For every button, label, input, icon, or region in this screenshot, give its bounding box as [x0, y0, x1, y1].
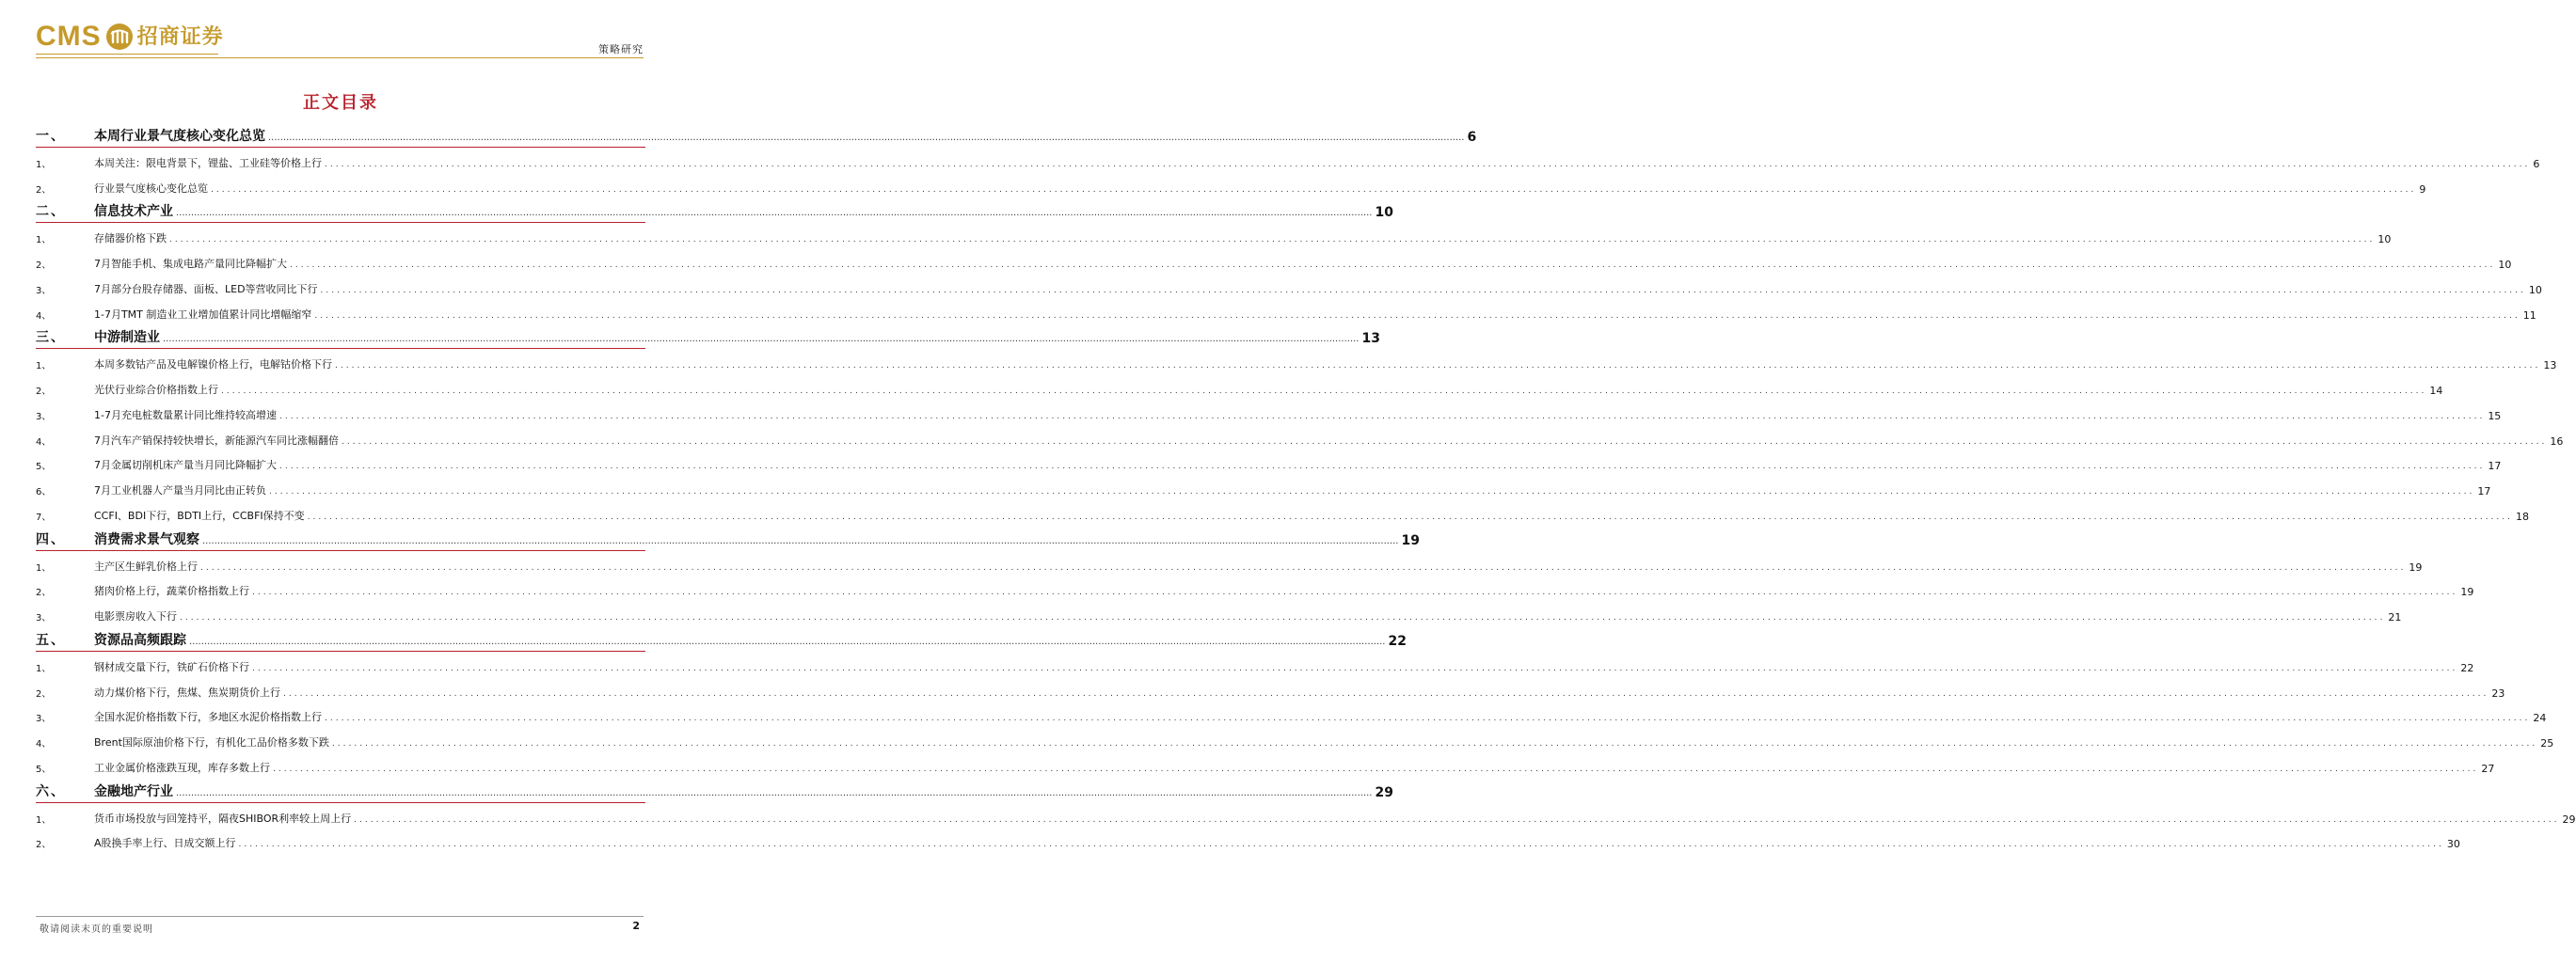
logo-cms-text: CMS	[36, 21, 102, 52]
toc-section-entry[interactable]	[36, 229, 2392, 246]
toc-leader-dots: ................................................................................................................................................................................................................................................................................................................................................................................................................	[176, 208, 1373, 219]
toc-leader-dots: ................................................................................................................................................................................................................................................................................................................................................................................................................	[163, 334, 1360, 345]
toc-entry-number: 1、	[36, 159, 52, 170]
toc-entry-page: 14	[2429, 385, 2443, 397]
page-number: 2	[632, 920, 640, 932]
chapter-underline	[36, 222, 645, 223]
toc-section-entry[interactable]	[36, 557, 2423, 574]
toc-leader-dots: ................................................................................................................................................................................................................................................................................................................................................................................................................	[180, 613, 2386, 624]
toc-entry-number: 2、	[36, 688, 52, 700]
toc-entry-page: 10	[2498, 259, 2512, 271]
toc-entry-page: 10	[1375, 205, 1393, 221]
toc-entry-title: 金融地产行业	[94, 783, 173, 799]
toc-section-entry[interactable]	[36, 380, 2443, 397]
chapter-underline	[36, 147, 645, 148]
toc-entry-title: 1-7月充电桩数量累计同比维持较高增速	[94, 408, 277, 421]
toc-leader-dots: ................................................................................................................................................................................................................................................................................................................................................................................................................	[283, 688, 2489, 699]
toc-entry-title: 光伏行业综合价格指数上行	[94, 384, 218, 396]
toc-entry-page: 17	[2488, 460, 2502, 473]
toc-entry-page: 18	[2516, 511, 2529, 523]
toc-entry-page: 22	[1388, 634, 1407, 649]
toc-entry-title: 主产区生鲜乳价格上行	[94, 560, 198, 573]
toc-entry-title: 1-7月TMT 制造业工业增加值累计同比增幅缩窄	[94, 308, 312, 321]
toc-section-entry[interactable]	[36, 733, 2554, 750]
toc-entry-title: 7月金属切削机床产量当月同比降幅扩大	[94, 459, 277, 472]
logo-emblem-icon	[105, 23, 134, 51]
toc-section-entry[interactable]	[36, 279, 2542, 296]
toc-entry-number: 1、	[36, 663, 52, 674]
page-header	[0, 0, 681, 60]
header-divider	[36, 57, 644, 58]
toc-section-entry[interactable]	[36, 431, 2564, 448]
toc-section-entry[interactable]	[36, 581, 2474, 599]
toc-leader-dots: ................................................................................................................................................................................................................................................................................................................................................................................................................	[221, 387, 2427, 396]
toc-leader-dots: ................................................................................................................................................................................................................................................................................................................................................................................................................	[331, 739, 2538, 750]
toc-entry-title: A股换手率上行、日成交额上行	[94, 837, 236, 850]
toc-entry-page: 29	[2562, 813, 2576, 826]
toc-chapter-entry[interactable]	[36, 203, 1393, 221]
toc-entry-page: 10	[2377, 233, 2392, 246]
toc-entry-title: 中游制造业	[94, 330, 160, 346]
toc-leader-dots: ................................................................................................................................................................................................................................................................................................................................................................................................................	[211, 184, 2417, 195]
toc-leader-dots: ................................................................................................................................................................................................................................................................................................................................................................................................................	[279, 462, 2486, 472]
footer-divider	[36, 916, 644, 917]
toc-leader-dots: ................................................................................................................................................................................................................................................................................................................................................................................................................	[252, 663, 2458, 673]
toc-entry-page: 21	[2388, 611, 2402, 624]
toc-entry-page: 25	[2540, 737, 2554, 750]
toc-entry-page: 23	[2491, 687, 2505, 700]
toc-entry-number: 1、	[36, 814, 52, 826]
toc-entry-title: 存储器价格下跌	[94, 232, 167, 245]
toc-section-entry[interactable]	[36, 355, 2557, 372]
toc-entry-title: 电影票房收入下行	[94, 610, 177, 624]
toc-entry-page: 22	[2460, 661, 2474, 674]
toc-leader-dots: ................................................................................................................................................................................................................................................................................................................................................................................................................	[342, 436, 2548, 447]
toc-chapter-entry[interactable]	[36, 329, 1380, 347]
toc-leader-dots: ................................................................................................................................................................................................................................................................................................................................................................................................................	[176, 787, 1373, 798]
toc-leader-dots: ................................................................................................................................................................................................................................................................................................................................................................................................................	[325, 159, 2531, 169]
toc-entry-number: 4、	[36, 436, 52, 448]
toc-section-entry[interactable]	[36, 657, 2474, 674]
toc-entry-title: 信息技术产业	[94, 204, 173, 220]
toc-entry-page: 24	[2533, 712, 2547, 725]
toc-section-entry[interactable]	[36, 683, 2505, 700]
toc-entry-page: 19	[1401, 532, 1420, 548]
toc-entry-title: CCFI、BDI下行，BDTI上行，CCBFI保持不变	[94, 510, 305, 522]
toc-entry-number: 4、	[36, 310, 52, 322]
toc-chapter-entry[interactable]	[36, 783, 1393, 800]
toc-entry-title: Brent国际原油价格下行，有机化工品价格多数下跌	[94, 736, 329, 750]
toc-entry-number: 三、	[36, 330, 66, 346]
toc-leader-dots: ................................................................................................................................................................................................................................................................................................................................................................................................................	[278, 411, 2486, 421]
toc-entry-number: 1、	[36, 361, 52, 372]
toc-entry-number: 五、	[36, 633, 66, 648]
toc-entry-title: 7月工业机器人产量当月同比由正转负	[94, 484, 266, 497]
toc-entry-number: 2、	[36, 387, 52, 397]
toc-entry-number: 4、	[36, 739, 52, 750]
toc-entry-page: 9	[2419, 182, 2426, 196]
toc-entry-page: 13	[1361, 331, 1380, 347]
toc-entry-number: 一、	[36, 129, 66, 144]
toc-entry-title: 7月部分台股存储器、面板、LED等营收同比下行	[94, 282, 318, 295]
toc-entry-number: 3、	[36, 285, 52, 296]
toc-entry-title: 钢材成交量下行，铁矿石价格下行	[94, 660, 249, 673]
toc-entry-title: 行业景气度核心变化总览	[94, 182, 208, 195]
toc-leader-dots: ................................................................................................................................................................................................................................................................................................................................................................................................................	[189, 637, 1386, 647]
toc-leader-dots: ................................................................................................................................................................................................................................................................................................................................................................................................................	[354, 814, 2560, 825]
toc-entry-page: 29	[1375, 784, 1393, 800]
toc-entry-number: 5、	[36, 462, 52, 473]
toc-entry-title: 7月智能手机、集成电路产量同比降幅扩大	[94, 258, 287, 270]
toc-entry-page: 27	[2481, 763, 2495, 775]
chapter-underline	[36, 348, 645, 349]
toc-leader-dots: ................................................................................................................................................................................................................................................................................................................................................................................................................	[273, 765, 2479, 774]
toc-entry-number: 3、	[36, 714, 52, 725]
toc-entry-number: 1、	[36, 562, 52, 574]
toc-leader-dots: ................................................................................................................................................................................................................................................................................................................................................................................................................	[307, 513, 2513, 522]
toc-entry-number: 2、	[36, 260, 52, 271]
toc-entry-page: 10	[2528, 283, 2542, 296]
toc-entry-page: 13	[2543, 359, 2557, 372]
toc-entry-number: 3、	[36, 411, 52, 422]
toc-section-entry[interactable]	[36, 305, 2536, 322]
toc-entry-number: 1、	[36, 235, 52, 246]
toc-leader-dots: ................................................................................................................................................................................................................................................................................................................................................................................................................	[335, 361, 2541, 371]
toc-entry-page: 6	[2533, 157, 2540, 170]
toc-entry-title: 动力煤价格下行，焦煤、焦炭期货价上行	[94, 686, 280, 699]
toc-leader-dots: ................................................................................................................................................................................................................................................................................................................................................................................................................	[320, 285, 2526, 295]
toc-entry-title: 本周关注：限电背景下，锂盐、工业硅等价格上行	[94, 156, 322, 169]
chapter-underline	[36, 651, 645, 652]
toc-section-entry[interactable]	[36, 758, 2495, 775]
toc-entry-title: 资源品高频跟踪	[94, 633, 186, 648]
toc-entry-page: 6	[1467, 130, 1477, 145]
toc-entry-number: 2、	[36, 588, 52, 599]
toc-section-entry[interactable]	[36, 607, 2402, 624]
toc-entry-number: 2、	[36, 840, 52, 851]
toc-section-entry[interactable]	[36, 405, 2502, 422]
toc-title: 正文目录	[303, 93, 378, 113]
toc-leader-dots: ................................................................................................................................................................................................................................................................................................................................................................................................................	[325, 714, 2531, 724]
toc-leader-dots: ................................................................................................................................................................................................................................................................................................................................................................................................................	[314, 310, 2520, 321]
toc-entry-page: 15	[2488, 409, 2502, 422]
toc-entry-number: 四、	[36, 531, 66, 547]
toc-section-entry[interactable]	[36, 179, 2426, 196]
toc-leader-dots: ................................................................................................................................................................................................................................................................................................................................................................................................................	[269, 487, 2475, 497]
toc-leader-dots: ................................................................................................................................................................................................................................................................................................................................................................................................................	[238, 840, 2444, 850]
toc-entry-title: 本周多数钴产品及电解镍价格上行，电解钴价格下行	[94, 358, 332, 371]
toc-entry-page: 11	[2522, 308, 2536, 322]
toc-chapter-entry[interactable]	[36, 531, 1420, 548]
footer-disclaimer: 敬请阅读末页的重要说明	[40, 924, 153, 935]
chapter-underline	[36, 550, 645, 551]
toc-section-entry[interactable]	[36, 455, 2502, 473]
section-label: 策略研究	[598, 43, 644, 55]
toc-section-entry[interactable]	[36, 809, 2576, 826]
toc-entry-page: 30	[2446, 838, 2460, 851]
toc-entry-page: 19	[2460, 586, 2474, 599]
toc-entry-number: 二、	[36, 204, 66, 220]
toc-entry-title: 猪肉价格上行，蔬菜价格指数上行	[94, 585, 249, 598]
logo-company-name: 招商证券	[136, 24, 224, 49]
toc-leader-dots: ................................................................................................................................................................................................................................................................................................................................................................................................................	[202, 535, 1399, 546]
toc-section-entry[interactable]	[36, 481, 2491, 498]
toc-entry-number: 7、	[36, 513, 52, 523]
toc-entry-number: 2、	[36, 184, 52, 196]
toc-entry-title: 本周行业景气度核心变化总览	[94, 129, 265, 144]
toc-section-entry[interactable]	[36, 833, 2460, 851]
toc-leader-dots: ................................................................................................................................................................................................................................................................................................................................................................................................................	[268, 133, 1465, 143]
chapter-underline	[36, 802, 645, 803]
toc-leader-dots: ................................................................................................................................................................................................................................................................................................................................................................................................................	[252, 588, 2458, 598]
toc-section-entry[interactable]	[36, 153, 2540, 170]
toc-leader-dots: ................................................................................................................................................................................................................................................................................................................................................................................................................	[290, 260, 2496, 270]
toc-entry-title: 全国水泥价格指数下行，多地区水泥价格指数上行	[94, 711, 322, 724]
toc-section-entry[interactable]	[36, 254, 2512, 271]
toc-leader-dots: ................................................................................................................................................................................................................................................................................................................................................................................................................	[169, 235, 2376, 245]
toc-entry-number: 3、	[36, 613, 52, 624]
toc-chapter-entry[interactable]	[36, 632, 1407, 649]
company-logo	[36, 23, 224, 51]
toc-entry-number: 5、	[36, 765, 52, 775]
toc-entry-number: 六、	[36, 783, 66, 799]
toc-leader-dots: ................................................................................................................................................................................................................................................................................................................................................................................................................	[200, 562, 2407, 573]
toc-chapter-entry[interactable]	[36, 128, 1477, 145]
toc-entry-page: 17	[2477, 485, 2491, 498]
toc-entry-page: 16	[2550, 434, 2564, 448]
toc-section-entry[interactable]	[36, 707, 2547, 725]
toc-entry-number: 6、	[36, 487, 52, 498]
toc-entry-title: 7月汽车产销保持较快增长，新能源汽车同比涨幅翻倍	[94, 434, 339, 447]
toc-entry-page: 19	[2409, 560, 2423, 574]
toc-entry-title: 工业金属价格涨跌互现，库存多数上行	[94, 762, 270, 774]
toc-entry-title: 消费需求景气观察	[94, 531, 199, 547]
toc-section-entry[interactable]	[36, 506, 2529, 523]
toc-entry-title: 货币市场投放与回笼持平，隔夜SHIBOR利率较上周上行	[94, 812, 352, 825]
logo-underline	[36, 54, 218, 55]
